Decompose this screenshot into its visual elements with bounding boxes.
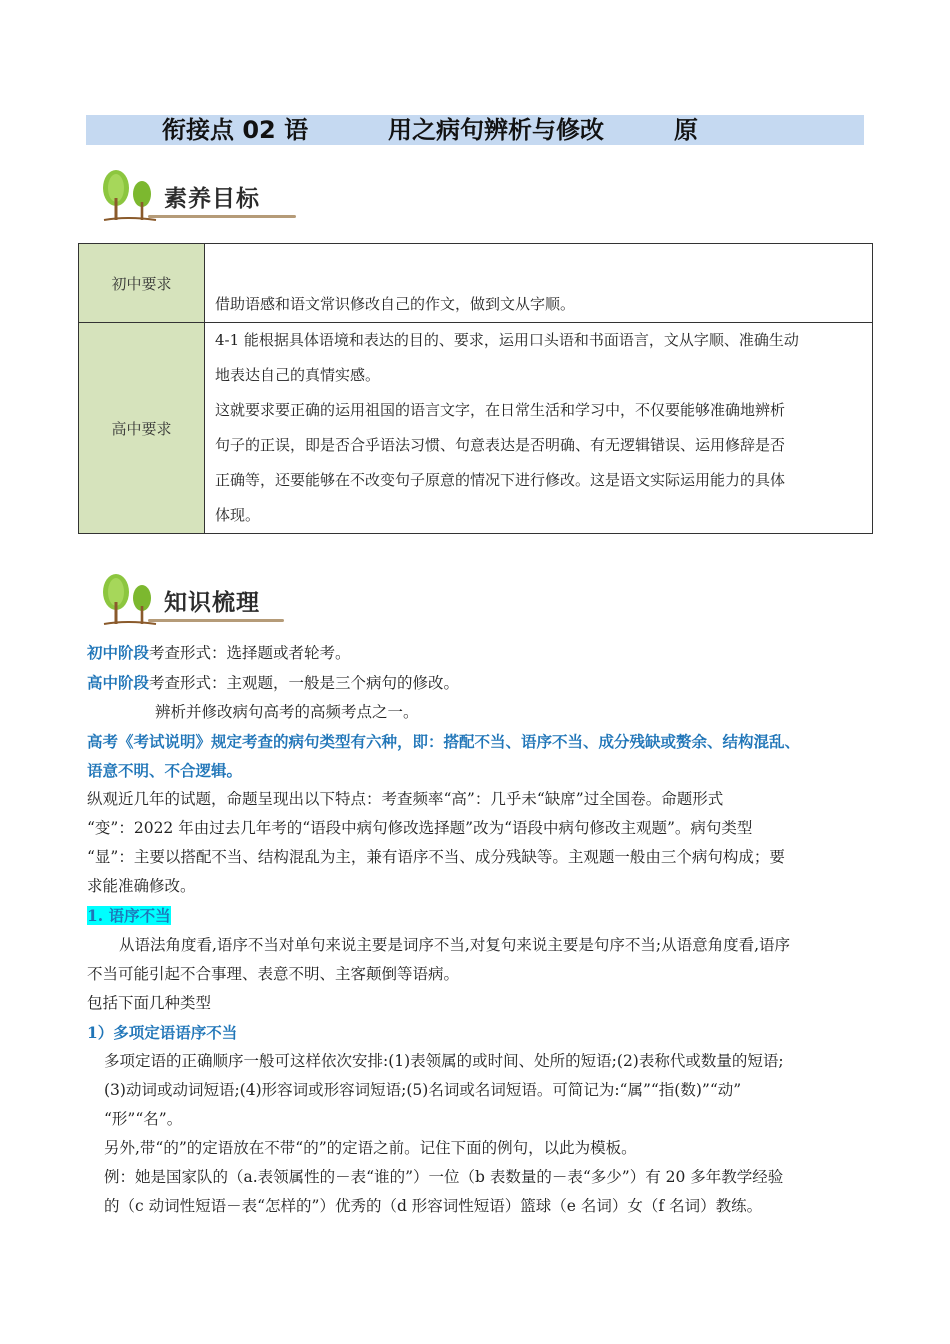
junior-requirement-label: 初中要求 xyxy=(79,244,205,323)
senior-stage-label: 高中阶段 xyxy=(87,673,150,692)
senior-requirement-text xyxy=(205,323,873,534)
section-1-paragraph-line: 不当可能引起不合事理、表意不明、主客颠倒等语病。 xyxy=(87,965,460,983)
senior-requirement-line: 正确等，还要能够在不改变句子原意的情况下进行修改。这是语文实际运用能力的具体 xyxy=(215,471,786,489)
junior-requirement-text: 借助语感和语文常识修改自己的作文，做到文从字顺。 xyxy=(205,244,873,323)
subsection-1-line: 多项定语的正确顺序一般可这样依次安排:(1)表领属的或时间、处所的短语;(2)表称代或数量的短语; xyxy=(104,1052,784,1070)
subsection-1-line: 的（c 动词性短语－表“怎样的”）优秀的（d 形容词性短语）篮球（e 名词）女（f 名词）教练。 xyxy=(104,1197,763,1215)
senior-requirement-line: 这就要求要正确的运用祖国的语言文字，在日常生活和学习中，不仅要能够准确地辨析 xyxy=(215,401,786,419)
trend-line: “变”：2022 年由过去几年考的“语段中病句修改选择题”改为“语段中病句修改主观题”。病句类型 xyxy=(87,819,753,837)
knowledge-heading xyxy=(98,572,298,632)
exam-types-line: 高考《考试说明》规定考查的病句类型有六种，即：搭配不当、语序不当、成分残缺或赘余、结构混乱、 xyxy=(87,732,801,751)
subsection-1-line: “形”“名”。 xyxy=(104,1110,183,1128)
heading-underline xyxy=(148,619,284,622)
subsection-1-line: 另外,带“的”的定语放在不带“的”的定语之前。记住下面的例句，以此为模板。 xyxy=(104,1139,637,1157)
table-row xyxy=(79,323,873,534)
exam-types-line: 语意不明、不合逻辑。 xyxy=(87,761,243,780)
trend-line: 求能准确修改。 xyxy=(87,877,196,895)
title-part-1: 衔接点 02 语 xyxy=(162,116,309,144)
knowledge-content xyxy=(87,638,865,1221)
table-row xyxy=(79,244,873,323)
trend-line: “显”：主要以搭配不当、结构混乱为主，兼有语序不当、成分残缺等。主观题一般由三个病句构成；要 xyxy=(87,848,785,866)
frequency-line: 辨析并修改病句高考的高频考点之一。 xyxy=(155,703,419,721)
trend-line: 纵观近几年的试题，命题呈现出以下特点：考查频率“高”：几乎未“缺席”过全国卷。命题形式 xyxy=(87,790,724,808)
types-intro: 包括下面几种类型 xyxy=(87,994,212,1012)
junior-stage-text: 考查形式：选择题或者轮考。 xyxy=(149,644,351,662)
goals-heading xyxy=(98,168,298,228)
senior-stage-line xyxy=(87,668,865,698)
title-part-2: 用之病句辨析与修改 xyxy=(388,116,604,144)
section-1-title: 1. 语序不当 xyxy=(87,906,171,925)
document-title-bar xyxy=(86,115,864,145)
subsection-1-line: 例：她是国家队的（a.表领属性的－表“谁的”）一位（b 表数量的－表“多少”）有 20 多年教学经验 xyxy=(104,1168,784,1186)
senior-requirement-line: 4-1 能根据具体语境和表达的目的、要求，运用口头语和书面语言，文从字顺、准确生动 xyxy=(215,331,799,349)
senior-requirement-line: 句子的正误，即是否合乎语法习惯、句意表达是否明确、有无逻辑错误、运用修辞是否 xyxy=(215,436,786,454)
requirements-table xyxy=(78,243,873,534)
junior-stage-line xyxy=(87,638,865,668)
senior-requirement-label: 高中要求 xyxy=(79,323,205,534)
section-1-paragraph-line: 从语法角度看,语序不当对单句来说主要是词序不当,对复句来说主要是句序不当;从语意角度看,语序 xyxy=(119,936,791,954)
subsection-1-title: 1）多项定语语序不当 xyxy=(87,1023,238,1042)
knowledge-heading-label: 知识梳理 xyxy=(164,590,260,616)
title-part-3: 原 xyxy=(674,116,698,144)
senior-requirement-line: 体现。 xyxy=(215,506,261,524)
senior-requirement-line: 地表达自己的真情实感。 xyxy=(215,366,381,384)
goals-heading-label: 素养目标 xyxy=(164,186,260,212)
heading-underline xyxy=(148,215,296,218)
section-1-title-line xyxy=(87,901,865,931)
senior-stage-text: 考查形式：主观题，一般是三个病句的修改。 xyxy=(149,674,460,692)
subsection-1-line: (3)动词或动词短语;(4)形容词或形容词短语;(5)名词或名词短语。可简记为:“属”“指(数)”“动” xyxy=(104,1081,742,1099)
junior-stage-label: 初中阶段 xyxy=(87,643,150,662)
